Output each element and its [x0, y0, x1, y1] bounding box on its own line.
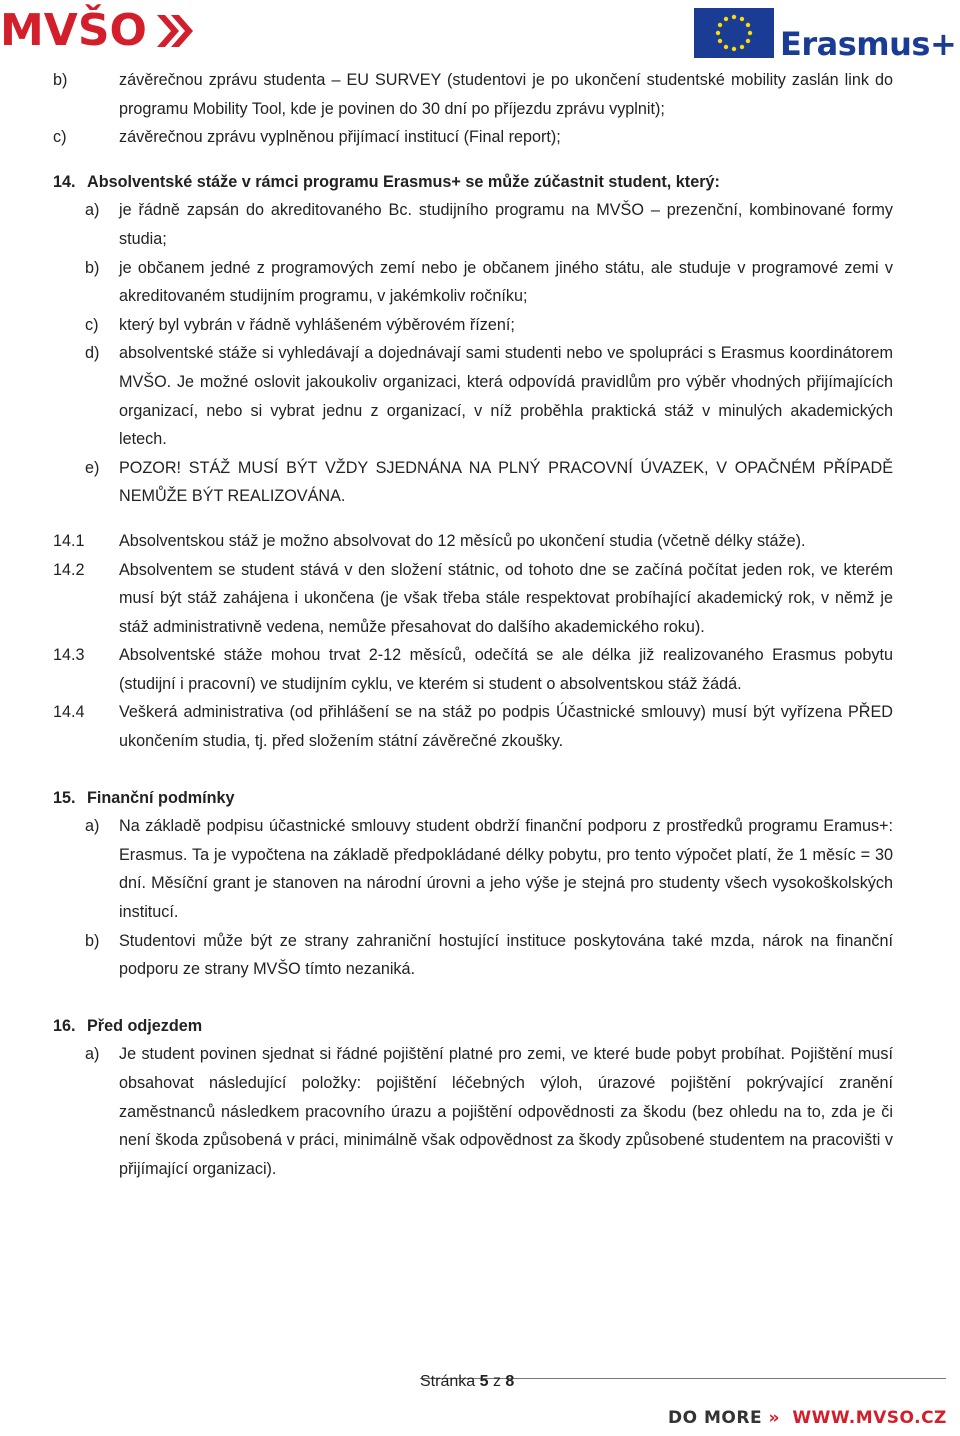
page-sep: z	[492, 1373, 501, 1390]
subsection-label: 14.3	[53, 646, 85, 665]
mvso-logo-text: MVŠO	[0, 5, 147, 56]
list-label: a)	[85, 201, 100, 220]
footer-brand	[668, 1408, 947, 1428]
list-text: je řádně zapsán do akreditovaného Bc. studijního programu na MVŠO – prezenční, kombinované formy studia;	[119, 201, 893, 248]
list-item	[53, 196, 893, 253]
list-text: Studentovi může být ze strany zahraniční hostující instituce poskytována také mzda, nárok na finanční podporu ze strany MVŠO tímto nezaniká.	[119, 931, 893, 979]
list-item	[53, 927, 893, 984]
list-label: b)	[85, 258, 100, 277]
list-item	[53, 812, 893, 926]
list-item	[53, 339, 893, 453]
section-title: Před odjezdem	[87, 1016, 203, 1035]
section-title: Absolventské stáže v rámci programu Erasmus+ se může zúčastnit student, který:	[87, 172, 720, 191]
subsection-text: Absolventem se student stává v den složení státnic, od tohoto dne se začíná počítat jeden rok, ve kterém musí být stáž zahájena i ukončena (je však třeba stále respektovat probíhající akademický rok, v němž je stáž administrativně vedena, nemůže přesahovat do dalšího akademického roku).	[119, 560, 893, 636]
section-title: Finanční podmínky	[87, 788, 235, 807]
erasmus-logo-text: Erasmus+	[780, 25, 957, 63]
mvso-logo	[0, 4, 193, 58]
list-item	[53, 254, 893, 311]
subsection-text: Absolventskou stáž je možno absolvovat do 12 měsíců po ukončení studia (včetně délky stáže).	[119, 531, 806, 550]
list-text: POZOR! STÁŽ MUSÍ BÝT VŽDY SJEDNÁNA NA PLNÝ PRACOVNÍ ÚVAZEK, V OPAČNÉM PŘÍPADĚ NEMŮŽE BÝT REALIZOVÁNA.	[119, 458, 893, 506]
section-heading-14	[53, 168, 893, 197]
list-text: závěrečnou zprávu studenta – EU SURVEY (studentovi je po ukončení studentské mobility zaslán link do programu Mobility Tool, kde je povinen do 30 dní po příjezdu zprávu vyplnit);	[119, 71, 893, 118]
page-prefix: Stránka	[420, 1373, 476, 1390]
subsection-item	[53, 556, 893, 642]
subsection-text: Absolventské stáže mohou trvat 2-12 měsíců, odečítá se ale délka již realizovaného Erasmus pobytu (studijní i pracovní) ve studijním cyklu, ve kterém si student o absolventskou stáž žádá.	[119, 646, 893, 693]
subsection-label: 14.1	[53, 531, 85, 550]
section-heading-15	[53, 784, 893, 813]
subsection-item	[53, 527, 893, 556]
subsection-label: 14.4	[53, 703, 85, 722]
list-label: a)	[85, 817, 100, 836]
list-label: c)	[85, 315, 99, 334]
chevron-right-icon: »	[768, 1408, 780, 1428]
list-text: absolventské stáže si vyhledávají a dojednávají sami studenti nebo ve spolupráci s Erasmus koordinátorem MVŠO. Je možné oslovit jakoukoliv organizaci, která odpovídá pravidlům pro výběr vhodných přijímajících organizací, nebo si vybrat jednu z organizací, v níž proběhla praktická stáž v minulých akademických letech.	[119, 344, 893, 449]
erasmus-logo	[694, 8, 960, 64]
section-number: 14.	[53, 172, 76, 191]
list-label: e)	[85, 458, 100, 477]
list-item	[53, 311, 893, 340]
list-text: Je student povinen sjednat si řádné pojištění platné pro zemi, ve které bude pobyt probíhat. Pojištění musí obsahovat následující položky: pojištění léčebných výloh, úrazové pojištění pokrývající zranění zaměstnanců následkem pracovního úrazu a pojištění odpovědnosti za škodu (bez ohledu na to, zda je či není škoda způsobená v práci, minimálně však odpovědnost za škody způsobené studentem na pracovišti v přijímající organizaci).	[119, 1045, 893, 1178]
list-label: a)	[85, 1045, 100, 1064]
section-heading-16	[53, 1012, 893, 1041]
subsection-label: 14.2	[53, 560, 85, 579]
subsection-item	[53, 641, 893, 698]
section-number: 16.	[53, 1016, 76, 1035]
list-text: Na základě podpisu účastnické smlouvy student obdrží finanční podporu z prostředků programu Eramus+: Erasmus. Ta je vypočtena na základě předpokládané délky pobytu, pro tento výpočet platí, že 1 měsíc = 30 dní. Měsíční grant je stanoven na národní úrovni a jeho výše je stejná pro studenty všech vysokoškolských institucí.	[119, 817, 893, 922]
list-text: je občanem jedné z programových zemí nebo je občanem jiného státu, ale studuje v programové zemi v akreditovaném studijním programu, v jakémkoliv ročníku;	[119, 258, 893, 306]
subsection-text: Veškerá administrativa (od přihlášení se na stáž po podpis Účastnické smlouvy) musí být vyřízena PŘED ukončením studia, tj. před složením státní závěrečné zkoušky.	[119, 703, 893, 751]
page-number	[420, 1373, 514, 1391]
list-item	[53, 454, 893, 511]
list-label: c)	[53, 128, 67, 147]
list-label: b)	[85, 931, 100, 950]
list-item	[53, 66, 893, 123]
section-number: 15.	[53, 788, 76, 807]
list-label: b)	[53, 71, 68, 89]
eu-flag-icon	[694, 8, 774, 58]
subsection-item	[53, 698, 893, 755]
list-label: d)	[85, 344, 100, 363]
document-body	[53, 66, 893, 1183]
page-current: 5	[479, 1373, 489, 1390]
list-item	[53, 1040, 893, 1183]
list-item	[53, 123, 893, 152]
list-text: který byl vybrán v řádně vyhlášeném výběrovém řízení;	[119, 315, 515, 334]
slogan: DO MORE	[668, 1408, 763, 1428]
list-text: závěrečnou zprávu vyplněnou přijímací institucí (Final report);	[119, 128, 561, 147]
website-link[interactable]: WWW.MVSO.CZ	[792, 1408, 947, 1428]
page-total: 8	[505, 1373, 515, 1390]
mvso-chevron-icon	[153, 11, 193, 51]
